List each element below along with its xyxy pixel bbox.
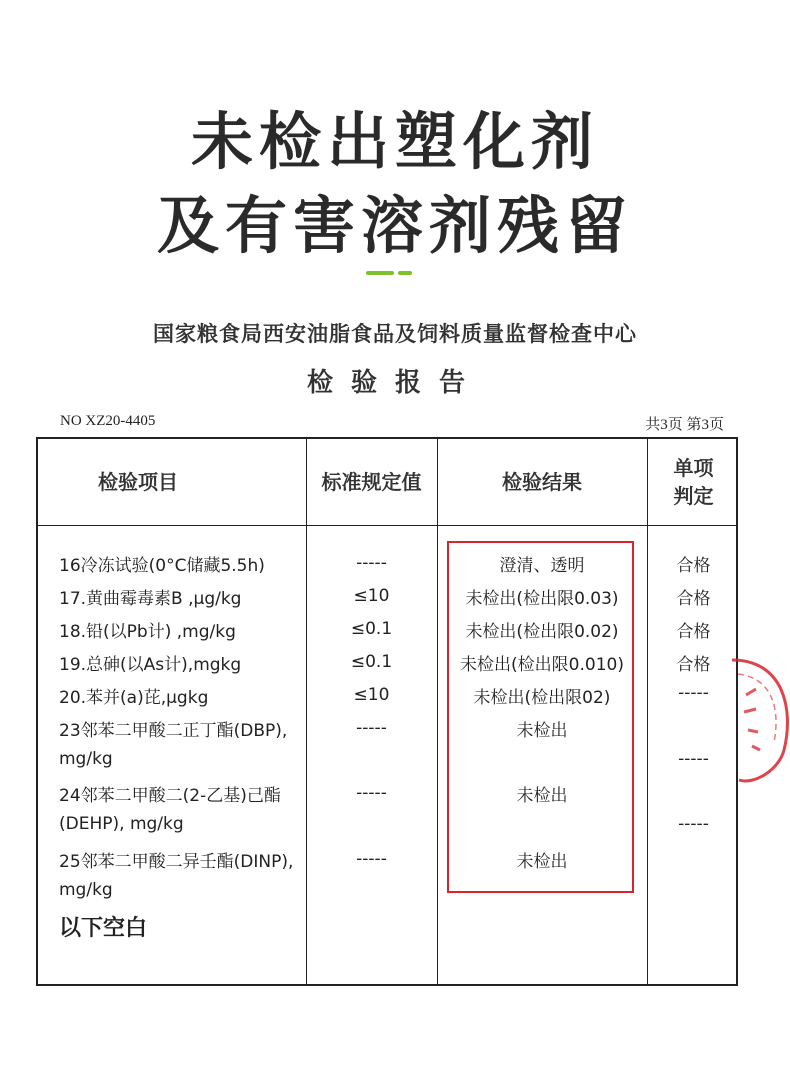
row-standard: ≤10 [353,685,390,705]
row-judgement: 合格 [676,589,711,609]
row-standard: ----- [356,783,387,803]
row-item: 19.总砷(以As计),mgkg [59,655,242,675]
accent-bar [366,271,394,275]
row-item: 18.铅(以Pb计) ,mg/kg [59,622,236,642]
row-standard: ----- [356,849,387,869]
accent-bar-short [398,271,412,275]
row-judgement: ----- [678,749,709,769]
highlight-box [447,541,634,893]
page-count: 共3页 第3页 [645,417,724,433]
row-standard: ----- [356,718,387,738]
row-result: 未检出(检出限0.03) [465,589,619,609]
headline-line-2: 及有害溶剂残留 [156,189,633,262]
row-judgement: ----- [678,814,709,834]
row-item: 24邻苯二甲酸二(2-乙基)己酯 [59,786,281,806]
header-divider [38,525,736,526]
row-item-unit: mg/kg [59,880,113,900]
row-judgement: 合格 [676,655,711,675]
row-standard: ≤0.1 [350,619,393,639]
row-judgement: 合格 [676,556,711,576]
row-item-unit: (DEHP), mg/kg [59,814,184,834]
row-item: 23邻苯二甲酸二正丁酯(DBP), [59,721,288,741]
header-result: 检验结果 [502,470,582,494]
row-result: 未检出(检出限0.02) [465,622,619,642]
row-result: 未检出(检出限0.010) [460,655,624,675]
report-number: NO XZ20-4405 [60,413,156,429]
row-result: 未检出 [516,721,568,741]
row-result: 未检出(检出限02) [473,688,611,708]
header-judgement: 单项 判定 [673,456,714,508]
row-judgement: 合格 [676,622,711,642]
row-item: 16冷冻试验(0°C储藏5.5h) [59,556,265,576]
row-standard: ≤10 [353,586,390,606]
row-item: 25邻苯二甲酸二异壬酯(DINP), [59,852,294,872]
report-organization: 国家粮食局西安油脂食品及饲料质量监督检查中心 [153,322,637,346]
row-result: 澄清、透明 [499,556,585,576]
blank-note: 以下空白 [59,916,148,941]
row-judgement: ----- [678,683,709,703]
row-item-unit: mg/kg [59,749,113,769]
row-result: 未检出 [516,786,568,806]
headline-line-1: 未检出塑化剂 [190,105,599,178]
report-title: 检验报告 [306,368,483,398]
row-item: 20.苯并(a)芘,μgkg [59,688,209,708]
row-result: 未检出 [516,852,568,872]
header-standard: 标准规定值 [321,470,422,494]
row-item: 17.黄曲霉毒素B ,μg/kg [59,589,242,609]
row-standard: ≤0.1 [350,652,393,672]
row-standard: ----- [356,553,387,573]
seal-stamp-icon [724,650,790,790]
header-item: 检验项目 [98,470,178,494]
